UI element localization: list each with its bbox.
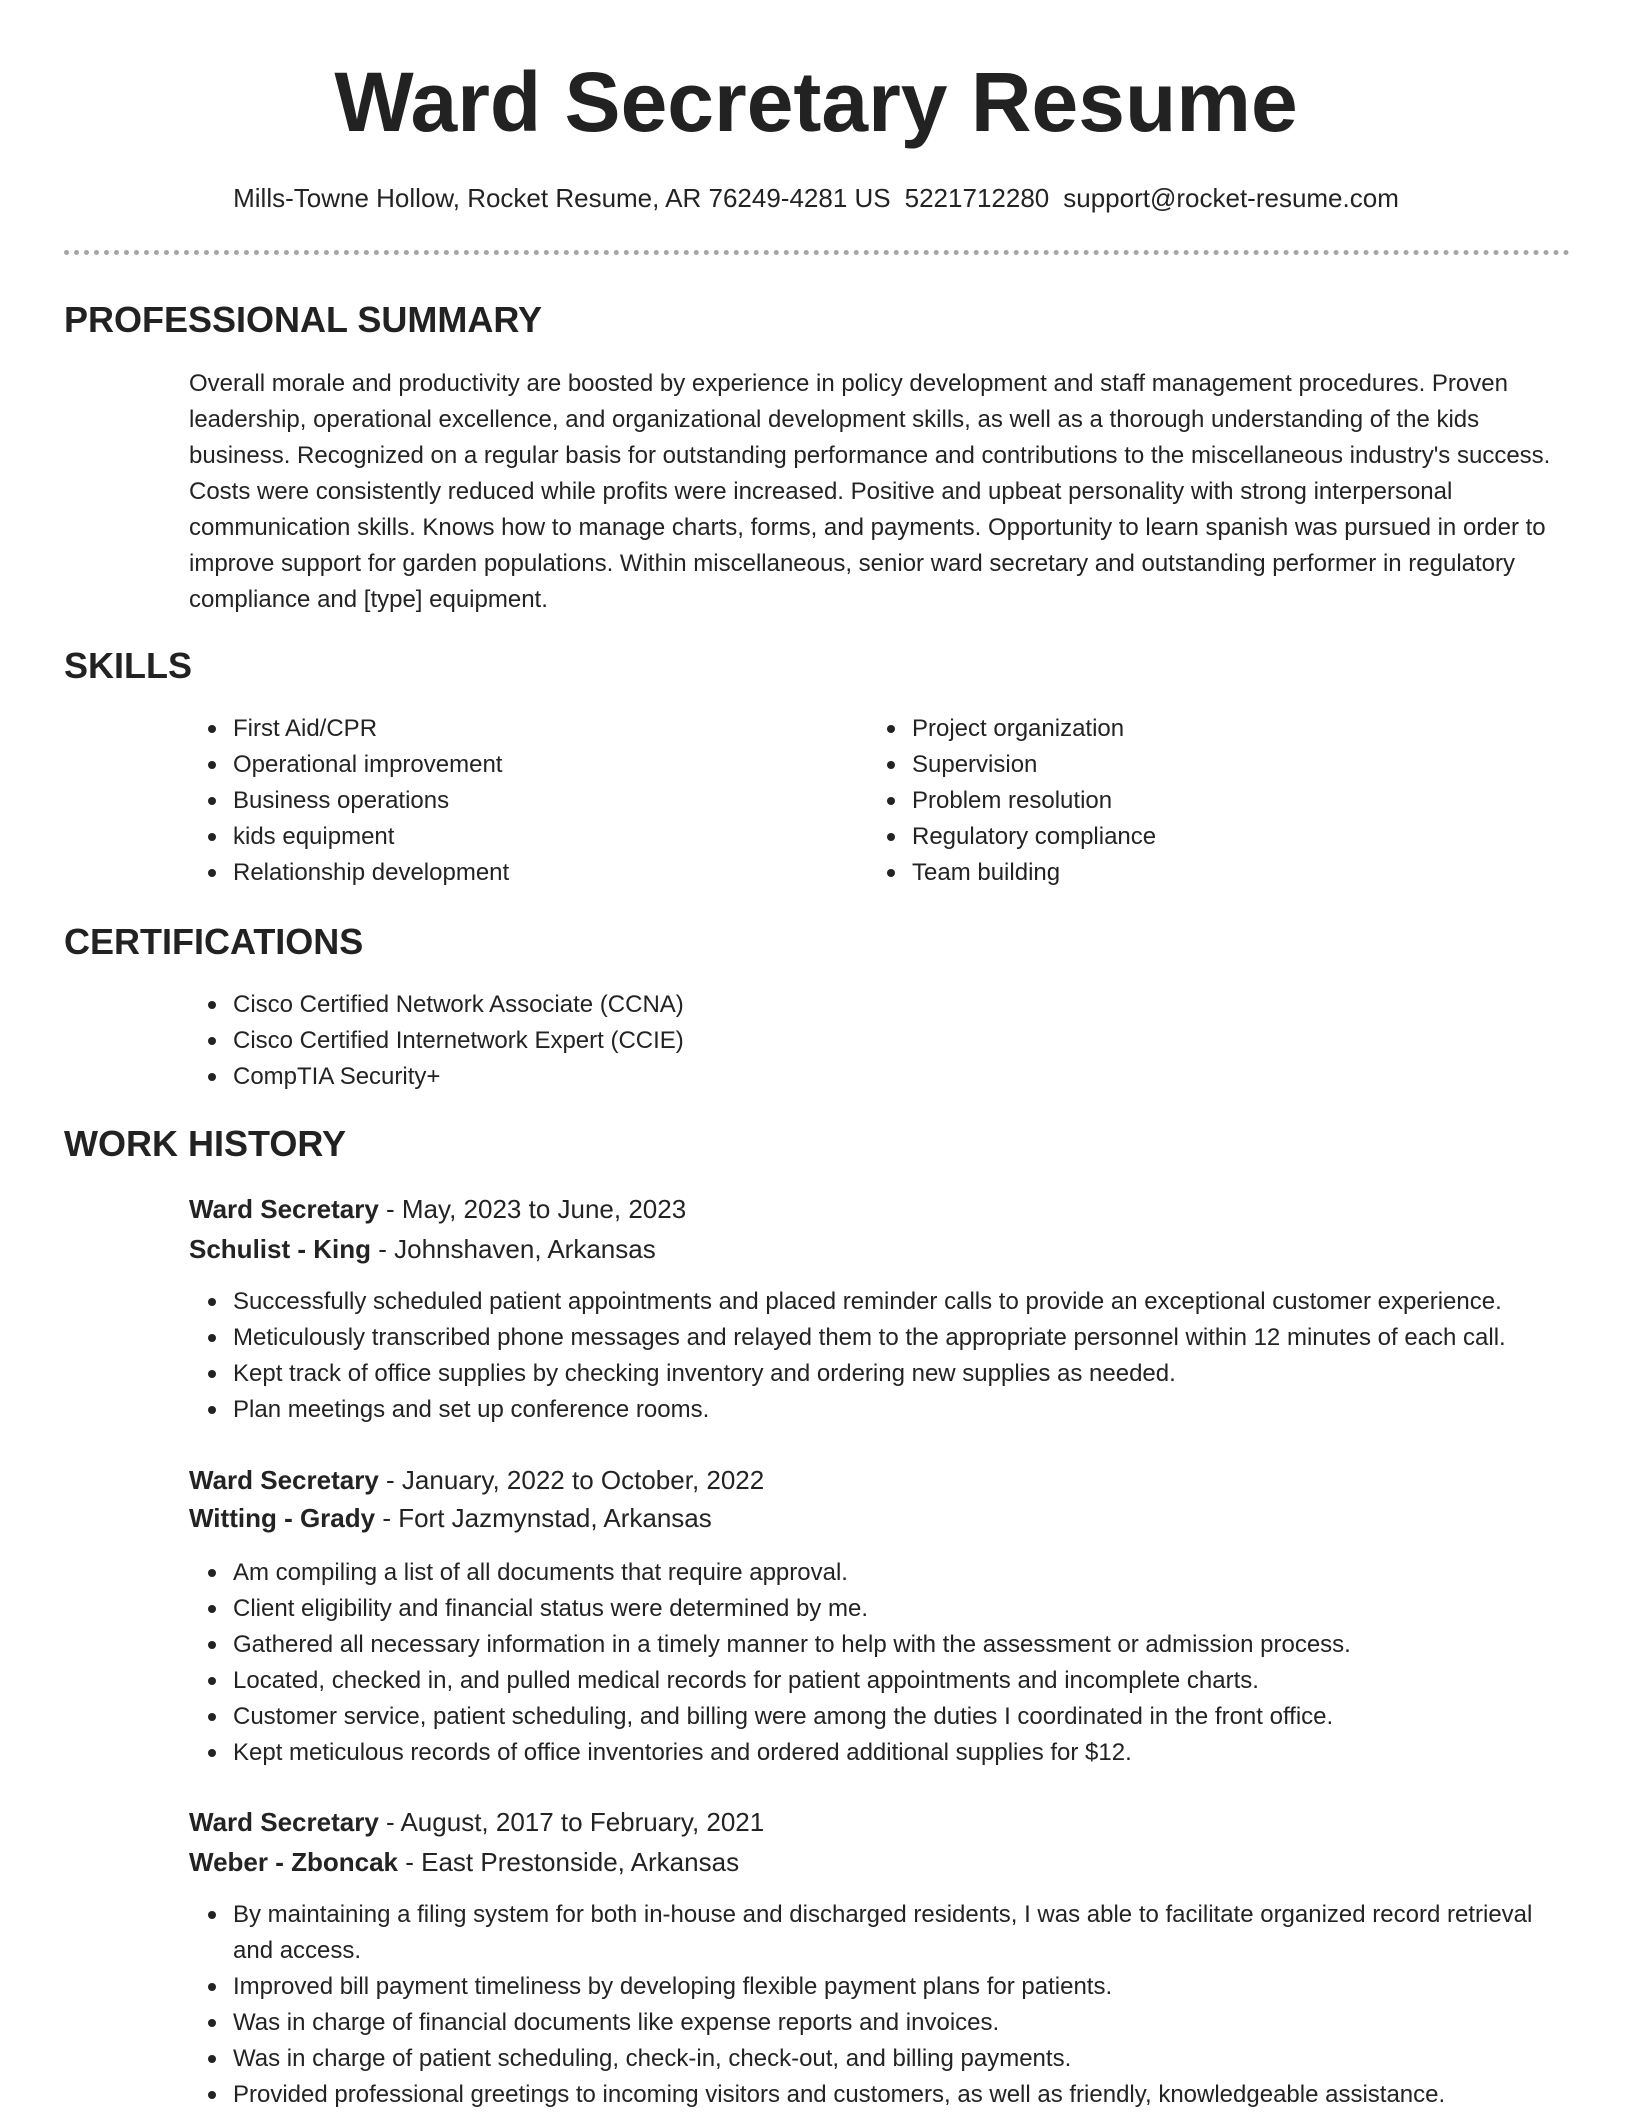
- job-bullets: [189, 1897, 1563, 2113]
- job-bullet: Provided professional greetings to incoming visitors and customers, as well as friendly, knowledgeable assistance.: [233, 2077, 1563, 2113]
- job-company: Witting - Grady: [189, 1503, 376, 1533]
- job-dates: - January, 2022 to October, 2022: [378, 1465, 765, 1495]
- job-location: - Fort Jazmynstad, Arkansas: [375, 1503, 712, 1533]
- job-company-line: [189, 1498, 712, 1538]
- job-bullet: Was in charge of financial documents like expense reports and invoices.: [233, 2005, 1563, 2041]
- skill-item: Team building: [912, 855, 1532, 891]
- job-title-line: [189, 1460, 764, 1500]
- job-bullet: Am compiling a list of all documents that require approval.: [233, 1555, 1628, 1591]
- job-location: - East Prestonside, Arkansas: [398, 1847, 740, 1877]
- certification-item: CompTIA Security+: [233, 1059, 1533, 1095]
- job-dates: - May, 2023 to June, 2023: [378, 1194, 687, 1224]
- job-dates: - August, 2017 to February, 2021: [378, 1807, 765, 1837]
- certification-item: Cisco Certified Internetwork Expert (CCIE): [233, 1023, 1533, 1059]
- skill-item: Problem resolution: [912, 783, 1532, 819]
- resume-title: Ward Secretary Resume: [334, 55, 1298, 149]
- certification-item: Cisco Certified Network Associate (CCNA): [233, 987, 1533, 1023]
- job-location: - Johnshaven, Arkansas: [371, 1234, 656, 1264]
- section-title-summary: PROFESSIONAL SUMMARY: [64, 299, 543, 340]
- job-bullet: Customer service, patient scheduling, and billing were among the duties I coordinated in the front office.: [233, 1699, 1628, 1735]
- contact-email: support@rocket-resume.com: [1063, 183, 1399, 213]
- skill-item: First Aid/CPR: [233, 711, 853, 747]
- job-company-line: [189, 1842, 739, 1882]
- job-company-line: [189, 1229, 656, 1269]
- job-bullet: Kept track of office supplies by checking inventory and ordering new supplies as needed.: [233, 1356, 1628, 1392]
- skill-item: Operational improvement: [233, 747, 853, 783]
- section-title-skills: SKILLS: [64, 645, 193, 686]
- contact-phone: 5221712280: [904, 183, 1050, 213]
- skill-item: Relationship development: [233, 855, 853, 891]
- job-bullet: Meticulously transcribed phone messages and relayed them to the appropriate personnel within 12 minutes of each call.: [233, 1320, 1628, 1356]
- skill-item: Supervision: [912, 747, 1532, 783]
- job-role: Ward Secretary: [189, 1807, 379, 1837]
- job-bullet: Client eligibility and financial status were determined by me.: [233, 1591, 1628, 1627]
- job-title-line: [189, 1802, 764, 1842]
- job-role: Ward Secretary: [189, 1465, 379, 1495]
- skills-list-left: [189, 711, 853, 891]
- job-bullets: [189, 1284, 1628, 1428]
- job-bullet: Located, checked in, and pulled medical records for patient appointments and incomplete charts.: [233, 1663, 1628, 1699]
- job-bullet: Successfully scheduled patient appointments and placed reminder calls to provide an exceptional customer experience.: [233, 1284, 1628, 1320]
- skill-item: Project organization: [912, 711, 1532, 747]
- job-bullet: Gathered all necessary information in a timely manner to help with the assessment or admission process.: [233, 1627, 1628, 1663]
- skill-item: Regulatory compliance: [912, 819, 1532, 855]
- job-bullet: Plan meetings and set up conference rooms.: [233, 1392, 1628, 1428]
- summary-text: Overall morale and productivity are boosted by experience in policy development and staff management procedures. Proven leadership, operational excellence, and organizational development skills, as well as a thorough understanding of the kids business. Recognized on a regular basis for outstanding performance and contributions to the miscellaneous industry's success. Costs were consistently reduced while profits were increased. Positive and upbeat personality with strong interpersonal communication skills. Knows how to manage charts, forms, and payments. Opportunity to learn spanish was pursued in order to improve support for garden populations. Within miscellaneous, senior ward secretary and outstanding performer in regulatory compliance and [type] equipment.: [189, 370, 1551, 613]
- skill-item: Business operations: [233, 783, 853, 819]
- skills-list-right: [868, 711, 1532, 891]
- job-title-line: [189, 1189, 686, 1229]
- contact-line: [0, 180, 1632, 216]
- certifications-list: [189, 987, 1533, 1095]
- section-title-certifications: CERTIFICATIONS: [64, 921, 364, 962]
- job-company: Weber - Zboncak: [189, 1847, 399, 1877]
- job-company: Schulist - King: [189, 1234, 371, 1264]
- job-bullet: By maintaining a filing system for both in-house and discharged residents, I was able to facilitate organized record retrieval and access.: [233, 1897, 1563, 1969]
- job-bullet: Kept meticulous records of office inventories and ordered additional supplies for $12.: [233, 1735, 1628, 1771]
- job-bullet: Was in charge of patient scheduling, check-in, check-out, and billing payments.: [233, 2041, 1563, 2077]
- job-role: Ward Secretary: [189, 1194, 379, 1224]
- contact-address: Mills-Towne Hollow, Rocket Resume, AR 76249-4281 US: [233, 183, 891, 213]
- job-bullets: [189, 1555, 1628, 1771]
- skill-item: kids equipment: [233, 819, 853, 855]
- header-divider: [64, 250, 1570, 255]
- job-bullet: Improved bill payment timeliness by developing flexible payment plans for patients.: [233, 1969, 1563, 2005]
- section-title-work-history: WORK HISTORY: [64, 1123, 347, 1164]
